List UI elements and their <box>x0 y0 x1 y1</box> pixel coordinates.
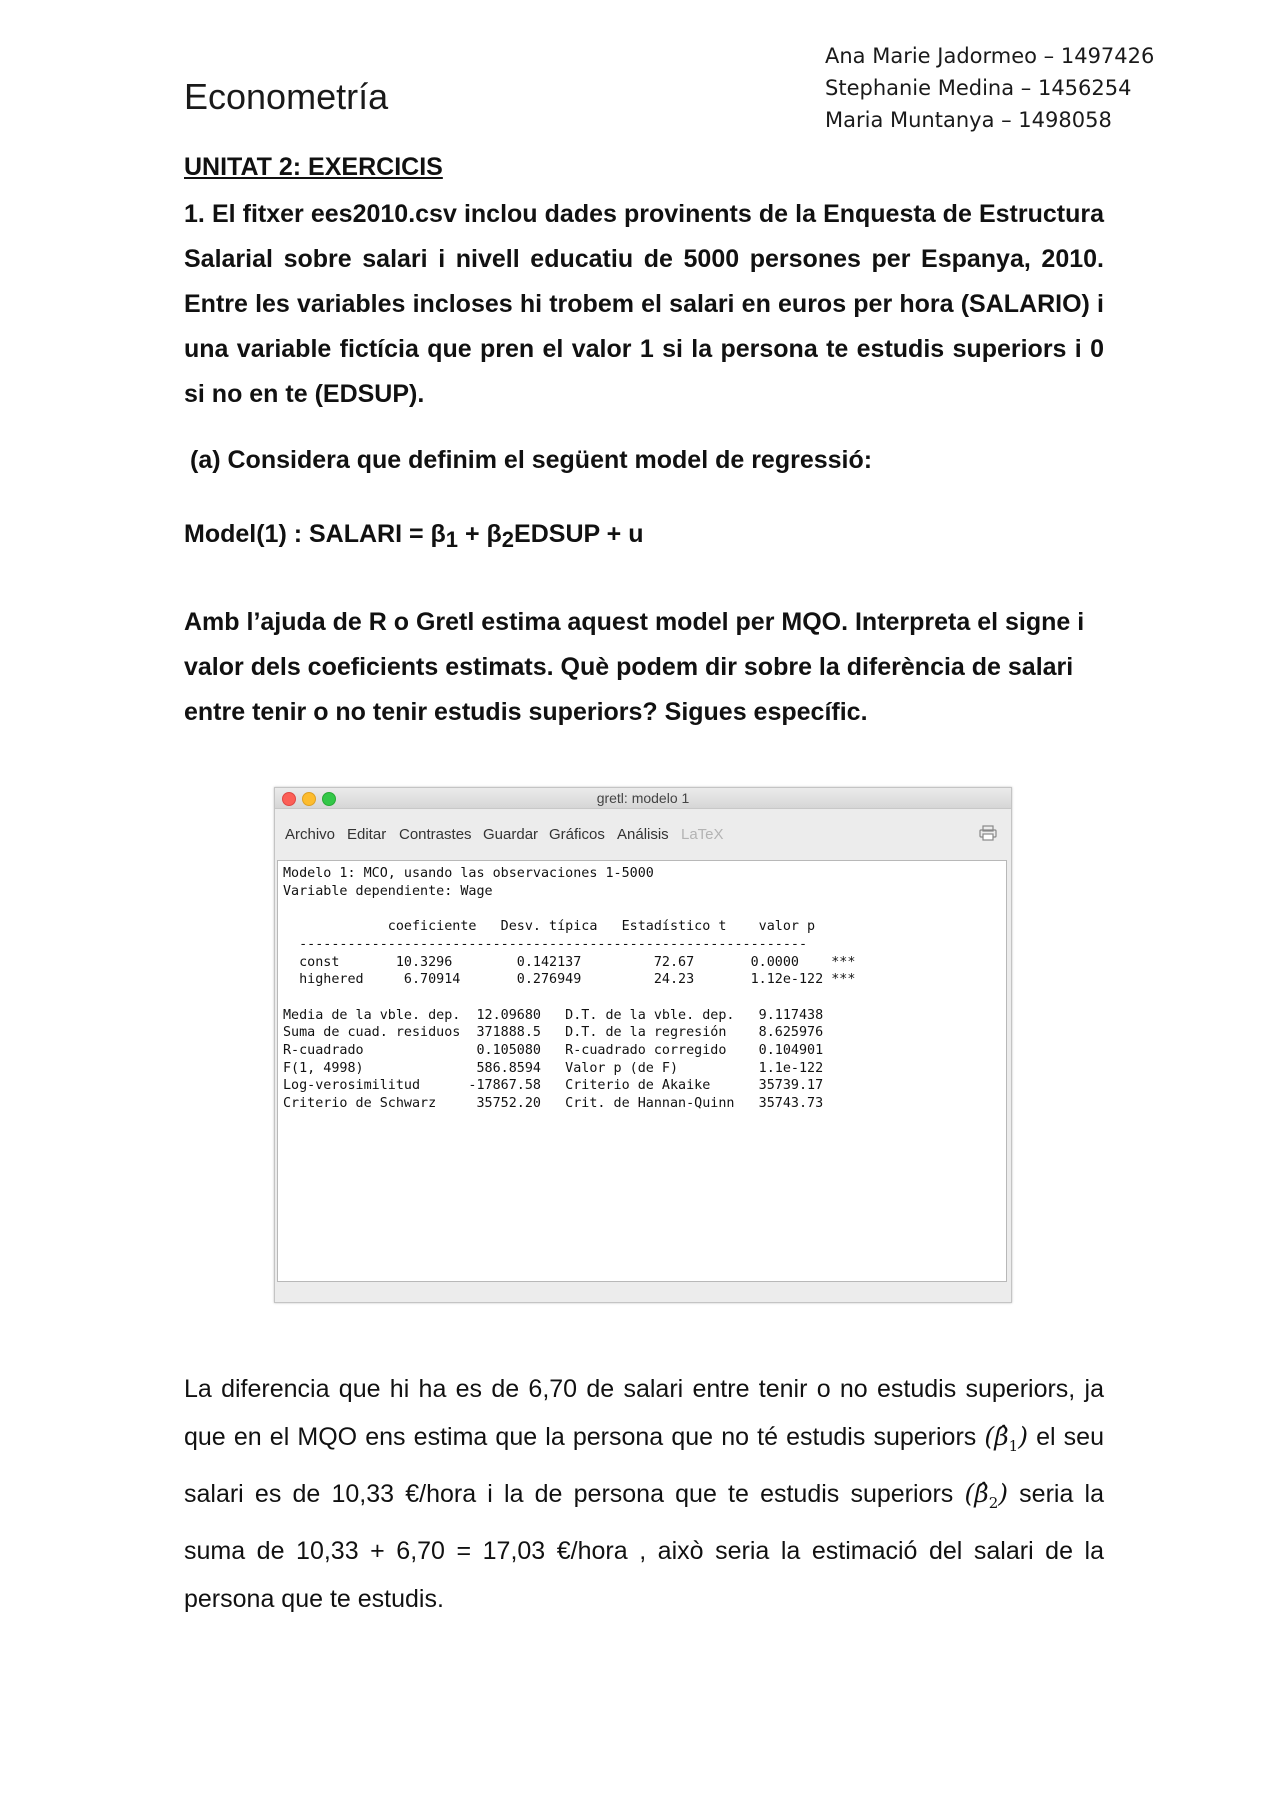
answer-text-3: seria la suma de 10,33 + 6,70 = 17,03 €/hora , això seria la estimació del salari de la persona que te estudis. <box>184 1480 1104 1613</box>
beta-hat-1: $(\betâ_1)$ <box>984 1422 1028 1455</box>
author-name: Stephanie Medina – 1456254 <box>825 76 1132 100</box>
course-title: Econometría <box>184 76 389 117</box>
unit-title: UNITAT 2: EXERCICIS <box>184 153 443 181</box>
menu-editar: Editar <box>347 826 387 843</box>
model-mid: + β <box>458 520 502 548</box>
menu-analisis: Análisis <box>617 826 669 843</box>
model-output-pane <box>277 860 1007 1282</box>
gretl-window-screenshot <box>274 787 1012 1303</box>
answer-text-2: el seu salari es de 10,33 €/hora i la de persona que te estudis superiors <box>184 1423 1104 1508</box>
beta-2-subscript: 2 <box>501 527 515 552</box>
print-icon <box>979 825 997 841</box>
beta-hat-2: $(\betâ_2)$ <box>964 1479 1008 1512</box>
window-title: gretl: modelo 1 <box>596 790 690 806</box>
menu-archivo: Archivo <box>285 826 336 843</box>
question-1: 1. El fitxer ees2010.csv inclou dades provinents de la Enquesta de Estructura Salarial sobre salari i nivell educatiu de 5000 persones per Espanya, 2010. Entre les variables incloses hi trobem el salari en euros per hora (SALARIO) i una variable fictícia que pren el valor 1 si la persona te estudis superiors i 0 si no en te (EDSUP). <box>184 200 1104 408</box>
regression-output: Modelo 1: MCO, usando las observaciones 1-5000 Variable dependiente: Wage coeficiente Desv. típica Estadístico t valor p --------------------------------------------------------------- const 10.3296 0.142137 72.67 0.0000 *** highered 6.70914 0.276949 24.23 1.12e-122 *** Media de la vble. dep. 12.09680 D.T. de la vble. dep. 9.117438 Suma de cuad. residuos 371888.5 D.T. de la regresión 8.625976 R-cuadrado 0.105080 R-cuadrado corregido 0.104901 F(1, 4998) 586.8594 Valor p (de F) 1.1e-122 Log-verosimilitud -17867.58 Criterio de Akaike 35739.17 Criterio de Schwarz 35752.20 Crit. de Hannan-Quinn 35743.73 <box>283 866 856 1112</box>
menu-bar <box>275 809 1011 859</box>
model-suffix: EDSUP + u <box>514 520 644 548</box>
model-prefix: Model(1) : SALARI = β <box>184 520 446 548</box>
author-name: Maria Muntanya – 1498058 <box>825 108 1112 132</box>
part-a-heading: (a) Considera que definim el següent model de regressió: <box>190 446 873 474</box>
menu-contrastes: Contrastes <box>399 826 472 843</box>
answer-paragraph <box>184 1365 1104 1623</box>
menu-latex: LaTeX <box>681 826 724 843</box>
window-titlebar <box>275 788 1011 809</box>
menu-graficos: Gráficos <box>549 826 605 843</box>
author-name: Ana Marie Jadormeo – 1497426 <box>825 44 1155 68</box>
model-equation <box>184 520 644 553</box>
answer-text-1: La diferencia que hi ha es de 6,70 de salari entre tenir o no estudis superiors, ja que en el MQO ens estima que la persona que no té estudis superiors <box>184 1375 1104 1451</box>
menu-guardar: Guardar <box>483 826 539 843</box>
question-2: Amb l’ajuda de R o Gretl estima aquest model per MQO. Interpreta el signe i valor dels coeficients estimats. Què podem dir sobre la diferència de salari entre tenir o no tenir estudis superiors? Sigues específic. <box>184 608 1085 726</box>
beta-1-subscript: 1 <box>445 527 459 552</box>
author-list <box>825 40 1154 136</box>
